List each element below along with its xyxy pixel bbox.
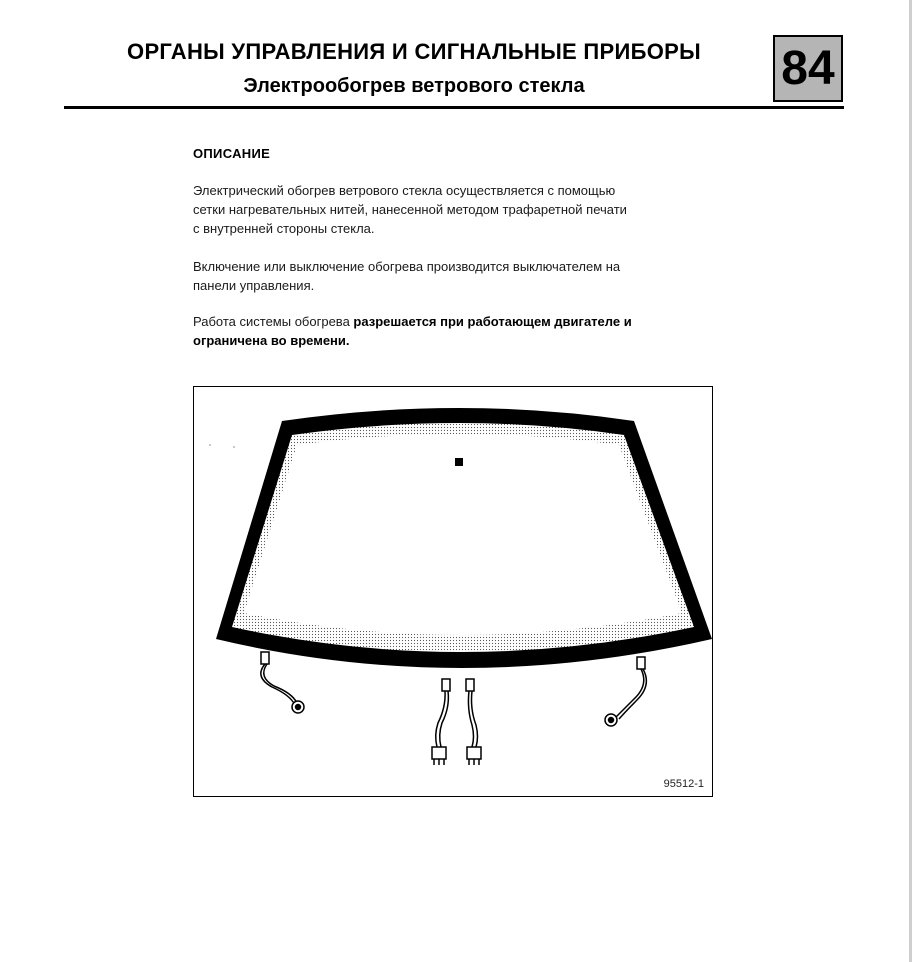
page-subtitle: Электрообогрев ветрового стекла (243, 75, 585, 97)
paragraph-1-line: Электрический обогрев ветрового стекла осуществляется с помощью (193, 183, 616, 198)
figure-number: 95512-1 (663, 778, 704, 790)
left-ring-terminal (261, 652, 304, 713)
description-paragraph-1 (193, 181, 753, 238)
paragraph-1-line: сетки нагревательных нитей, нанесенной методом трафаретной печати (193, 202, 627, 217)
paragraph-3-line (193, 312, 753, 331)
paragraph-2-line: панели управления. (193, 278, 315, 293)
description-paragraph-3 (193, 312, 753, 350)
page-title: ОРГАНЫ УПРАВЛЕНИЯ И СИГНАЛЬНЫЕ ПРИБОРЫ (127, 39, 701, 64)
chapter-number-badge: 84 (773, 35, 843, 102)
paragraph-3-line (193, 331, 753, 350)
paragraph-3-bold-1: разрешается при работающем двигателе и (353, 314, 632, 329)
section-heading: ОПИСАНИЕ (193, 146, 271, 161)
header-divider (64, 106, 844, 109)
description-paragraph-2 (193, 257, 753, 295)
paragraph-3-text: Работа системы обогрева (193, 314, 354, 329)
windshield-figure (193, 386, 713, 797)
center-connectors (432, 679, 481, 765)
windshield-heating-diagram-icon (194, 387, 714, 798)
paragraph-3-bold-2: ограничена во времени. (193, 333, 350, 348)
paragraph-2-line: Включение или выключение обогрева производится выключателем на (193, 259, 621, 274)
paragraph-1-line: с внутренней стороны стекла. (193, 221, 375, 236)
sensor-square (455, 458, 463, 466)
right-ring-terminal (605, 657, 646, 726)
